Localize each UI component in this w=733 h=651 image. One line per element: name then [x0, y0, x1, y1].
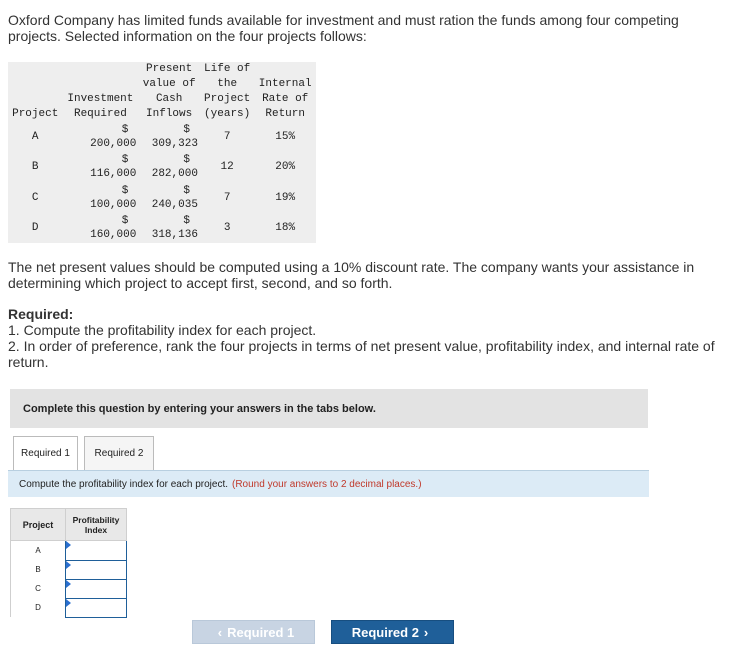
life-cell: 3	[223, 221, 231, 234]
project-label: B	[31, 161, 39, 174]
input-marker-icon	[66, 561, 71, 569]
answer-row	[11, 560, 127, 579]
table-row	[8, 183, 316, 213]
problem-intro: Oxford Company has limited funds available for investment and must ration the funds among four competing projects. Selected information on the four projects follows:	[8, 12, 679, 44]
answer-project-label: B	[11, 560, 66, 579]
answer-project-label: A	[11, 541, 66, 561]
chevron-left-icon: ‹	[217, 624, 223, 640]
profitability-index-input-b[interactable]	[66, 562, 126, 577]
instruction-text: Compute the profitability index for each project.	[19, 478, 228, 490]
answer-project-label: D	[11, 598, 66, 617]
investment-cell: $ 160,000	[90, 214, 137, 241]
answer-col-profitability-index: Profitability Index	[66, 509, 127, 541]
irr-cell: 15%	[275, 131, 296, 144]
answer-row	[11, 579, 127, 598]
instructions-banner: Complete this question by entering your answers in the tabs below.	[10, 389, 648, 428]
answer-row	[11, 598, 127, 617]
input-marker-icon	[66, 599, 71, 607]
table-row	[8, 122, 316, 152]
profitability-index-input-a[interactable]	[66, 543, 126, 558]
project-label: D	[31, 221, 39, 234]
tab-required-2[interactable]: Required 2	[84, 436, 154, 470]
irr-cell: 18%	[275, 221, 296, 234]
tab-instruction	[8, 470, 649, 497]
pv-cell: $ 318,136	[151, 214, 198, 241]
profitability-index-input-d[interactable]	[66, 600, 126, 615]
project-label: C	[31, 191, 39, 204]
col-investment-header: Investment Required	[67, 93, 134, 120]
investment-cell: $ 200,000	[90, 124, 137, 151]
answer-project-label: C	[11, 579, 66, 598]
col-life-header: Life of the Project (years)	[204, 63, 251, 120]
investment-cell: $ 116,000	[90, 154, 137, 181]
table-row	[8, 213, 316, 243]
irr-cell: 19%	[275, 191, 296, 204]
answer-table	[10, 508, 127, 618]
input-marker-icon	[66, 580, 71, 588]
col-irr-header: Internal Rate of Return	[258, 78, 312, 120]
answer-col-project: Project	[11, 509, 66, 541]
profitability-index-input-c[interactable]	[66, 581, 126, 596]
pv-cell: $ 282,000	[151, 154, 198, 181]
life-cell: 12	[220, 161, 234, 174]
chevron-right-icon: ›	[423, 624, 429, 640]
table-row	[8, 152, 316, 182]
prev-required-button[interactable]: ‹ Required 1	[192, 620, 315, 644]
rounding-hint: (Round your answers to 2 decimal places.)	[232, 478, 422, 490]
npv-instruction: The net present values should be computed using a 10% discount rate. The company wants your assistance in determining which project to accept first, second, and so forth.	[8, 259, 695, 291]
tab-required-1[interactable]: Required 1	[13, 436, 78, 470]
required-section	[8, 306, 720, 370]
input-marker-icon	[66, 541, 71, 549]
required-title: Required:	[8, 306, 74, 322]
col-project-header: Project	[12, 108, 59, 120]
irr-cell: 20%	[275, 161, 296, 174]
required-item-1: 1. Compute the profitability index for each project.	[8, 322, 317, 338]
pv-cell: $ 309,323	[151, 124, 198, 151]
pv-cell: $ 240,035	[151, 184, 198, 211]
col-pv-header: Present value of Cash Inflows	[142, 63, 196, 120]
life-cell: 7	[223, 131, 231, 144]
project-label: A	[31, 131, 39, 144]
next-required-button[interactable]: Required 2 ›	[331, 620, 454, 644]
answer-row	[11, 541, 127, 561]
required-item-2: 2. In order of preference, rank the four projects in terms of net present value, profitability index, and internal rate of return.	[8, 338, 715, 370]
life-cell: 7	[223, 191, 231, 204]
project-data-table	[8, 62, 316, 243]
investment-cell: $ 100,000	[90, 184, 137, 211]
